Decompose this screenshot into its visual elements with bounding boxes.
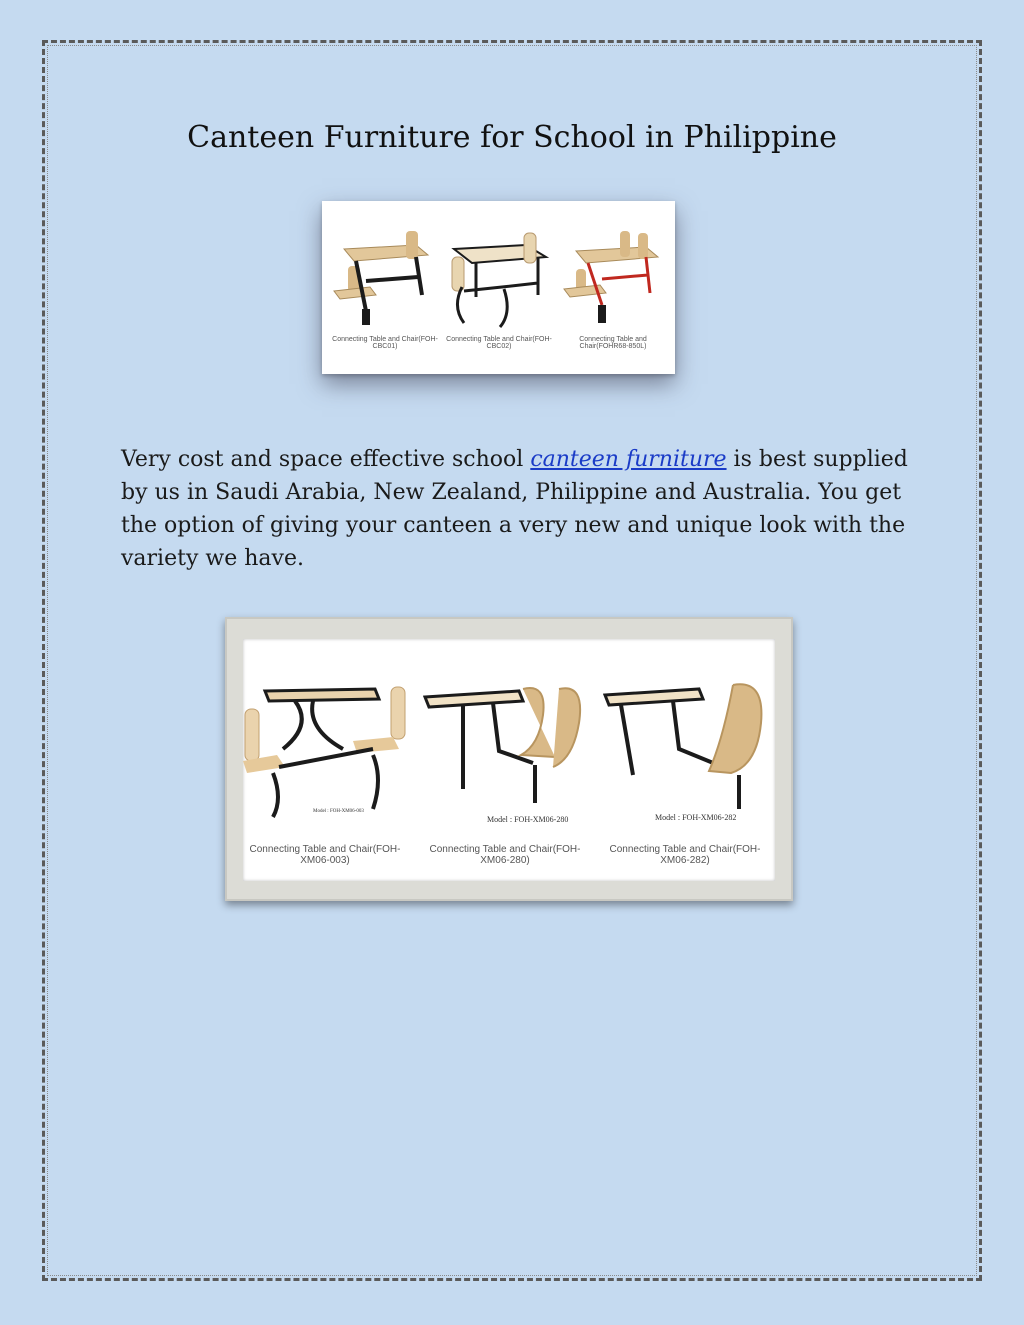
caption-cbc01: Connecting Table and Chair(FOH-CBC01) — [332, 336, 438, 351]
caption-xm06-280: Connecting Table and Chair(FOH-XM06-280) — [429, 844, 581, 866]
intro-paragraph — [121, 443, 911, 575]
product-image-xm06-280 — [423, 679, 593, 829]
canteen-furniture-image-2 — [225, 617, 793, 901]
paragraph-text-end: is best supplied by us in Saudi Arabia, New Zealand, Philippine and Australia. You get the option of giving your canteen a very new and unique look with the variety we have. — [121, 447, 908, 571]
caption-fohr68: Connecting Table and Chair(FOHR68-850L) — [579, 336, 647, 351]
caption-xm06-282: Connecting Table and Chair(FOH-XM06-282) — [609, 844, 761, 866]
caption-cbc02: Connecting Table and Chair(FOH-CBC02) — [446, 336, 552, 351]
product-image-cbc02 — [442, 227, 552, 337]
model-label-xm06-280: Model : FOH-XM06-280 — [487, 815, 569, 824]
document-title: Canteen Furniture for School in Philippine — [187, 120, 837, 155]
product-image-fohr68 — [558, 221, 668, 331]
product-image-xm06-003 — [243, 669, 413, 819]
paragraph-text-start: Very cost and space effective school — [121, 447, 531, 472]
canteen-furniture-link[interactable]: canteen furniture — [530, 447, 727, 472]
model-label-xm06-282: Model : FOH-XM06-282 — [655, 813, 737, 822]
canteen-furniture-image-1 — [322, 201, 675, 374]
product-image-cbc01 — [326, 221, 436, 331]
model-label-xm06-003: Model : FOH-XM06-003 — [313, 809, 364, 814]
product-image-xm06-282 — [603, 679, 773, 829]
image-2-inner — [243, 639, 775, 881]
caption-xm06-003: Connecting Table and Chair(FOH-XM06-003) — [249, 844, 401, 866]
